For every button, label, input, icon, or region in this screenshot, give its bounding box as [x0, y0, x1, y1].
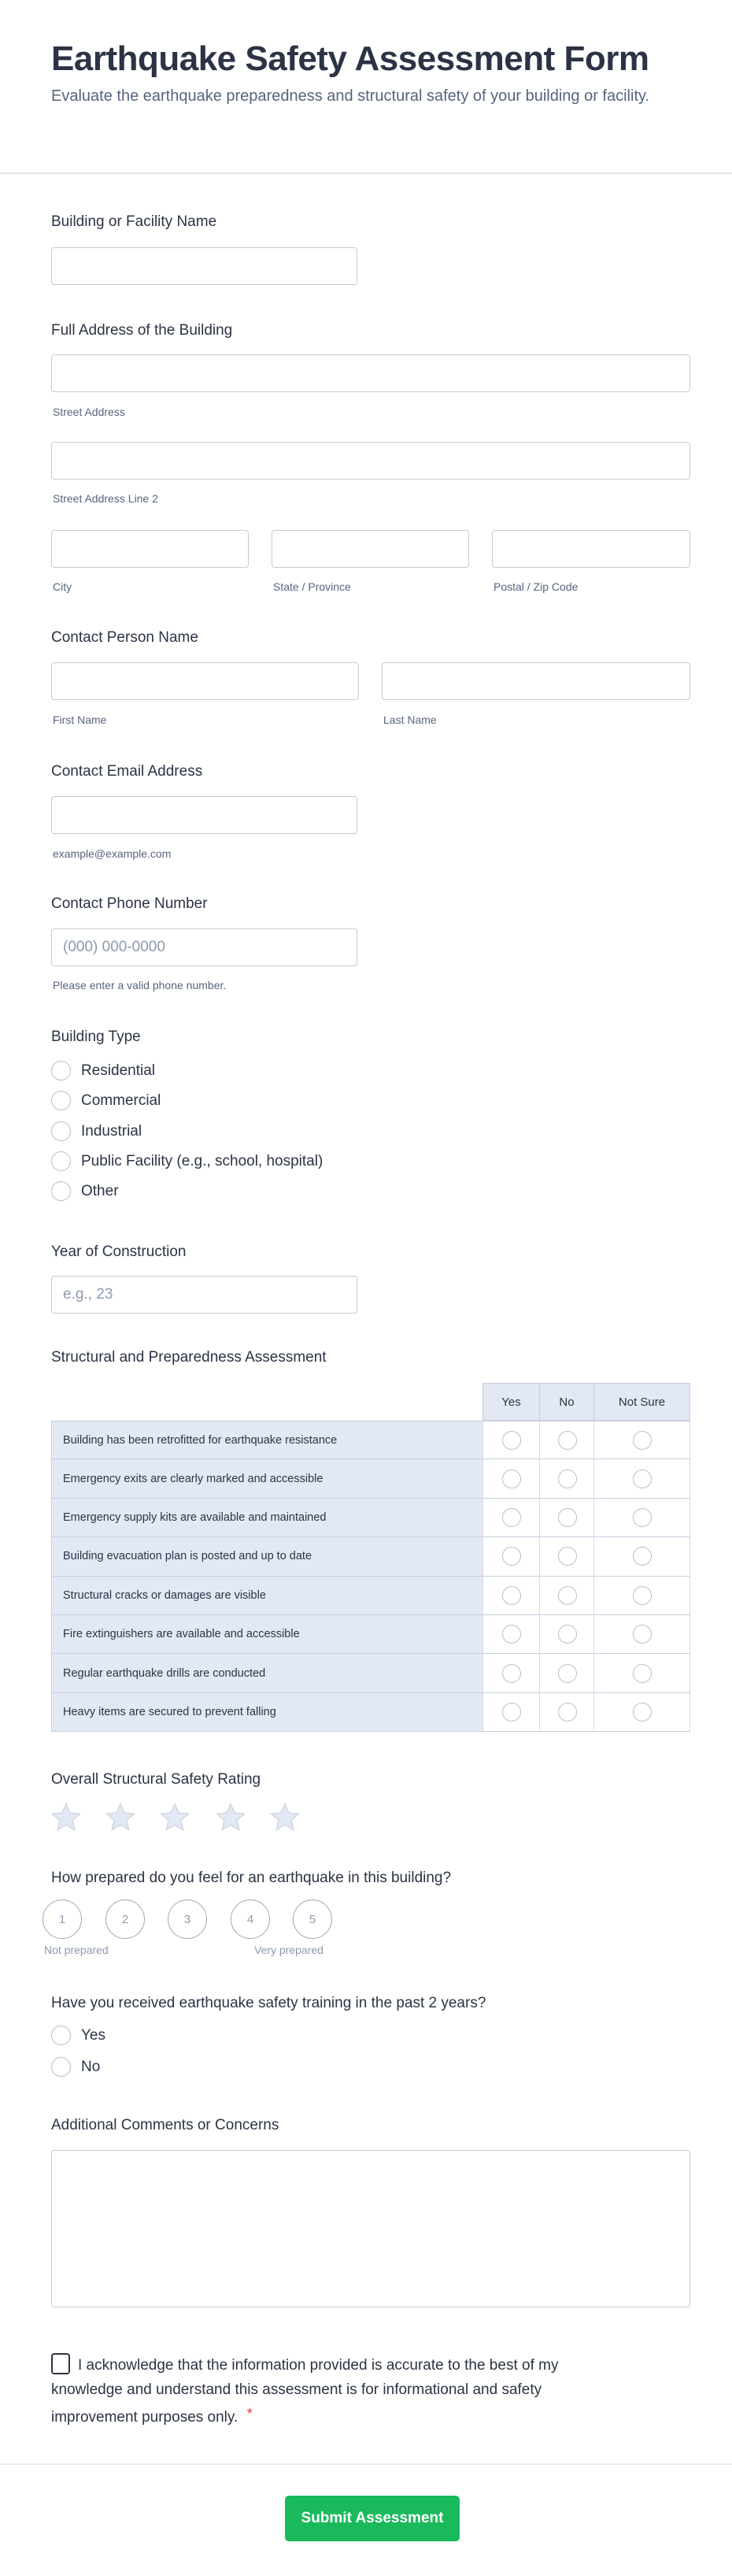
matrix-row-label: Heavy items are secured to prevent falling — [51, 1693, 482, 1731]
city-input[interactable] — [51, 530, 249, 568]
radio-circle[interactable] — [51, 1061, 71, 1080]
option-label: Commercial — [81, 1092, 161, 1109]
matrix-col-yes: Yes — [482, 1383, 540, 1421]
matrix-col-no: No — [539, 1383, 594, 1421]
option-label: Residential — [81, 1062, 155, 1079]
matrix-cell — [593, 1421, 690, 1458]
matrix-row — [51, 1459, 690, 1498]
zip-input[interactable] — [492, 530, 690, 568]
matrix-row-label: Emergency exits are clearly marked and accessible — [51, 1459, 482, 1497]
radio-circle[interactable] — [51, 2026, 71, 2045]
state-sublabel: State / Province — [273, 580, 351, 593]
radio-circle[interactable] — [51, 1181, 71, 1201]
matrix-cell — [482, 1615, 540, 1653]
rating-label: Overall Structural Safety Rating — [51, 1771, 261, 1788]
phone-sublabel: Please enter a valid phone number. — [53, 979, 227, 991]
page-subtitle: Evaluate the earthquake preparedness and structural safety of your building or facility. — [51, 87, 650, 105]
matrix-cell — [482, 1654, 540, 1692]
training-label: Have you received earthquake safety training in the past 2 years? — [51, 1995, 486, 2011]
matrix-radio-yes[interactable] — [502, 1703, 521, 1722]
matrix-cell — [539, 1577, 594, 1614]
matrix-cell — [482, 1459, 540, 1497]
matrix-row-label: Emergency supply kits are available and maintained — [51, 1499, 482, 1536]
matrix-radio-not-sure[interactable] — [633, 1625, 652, 1644]
submit-button[interactable]: Submit Assessment — [285, 2496, 460, 2541]
phone-label: Contact Phone Number — [51, 895, 208, 912]
matrix-radio-yes[interactable] — [502, 1664, 521, 1683]
matrix-row-label: Building evacuation plan is posted and up to date — [51, 1537, 482, 1575]
matrix-cell — [482, 1537, 540, 1575]
matrix-row-label: Building has been retrofitted for earthquake resistance — [51, 1421, 482, 1458]
last-name-sublabel: Last Name — [383, 713, 437, 726]
matrix-radio-not-sure[interactable] — [633, 1664, 652, 1683]
matrix-radio-no[interactable] — [558, 1625, 577, 1644]
building-type-label: Building Type — [51, 1029, 141, 1045]
matrix-cell — [539, 1615, 594, 1653]
scale-option-2[interactable]: 2 — [105, 1900, 145, 1939]
matrix-row — [51, 1537, 690, 1576]
matrix-cell — [593, 1693, 690, 1731]
matrix-cell — [593, 1654, 690, 1692]
radio-circle[interactable] — [51, 2057, 71, 2077]
matrix-row — [51, 1693, 690, 1732]
state-input[interactable] — [272, 530, 469, 568]
building-type-option-public[interactable] — [51, 1151, 323, 1171]
option-label: No — [81, 2058, 101, 2075]
matrix-radio-not-sure[interactable] — [633, 1703, 652, 1722]
matrix-cell — [482, 1499, 540, 1536]
email-label: Contact Email Address — [51, 763, 203, 780]
contact-name-label: Contact Person Name — [51, 629, 198, 646]
building-type-option-other[interactable] — [51, 1181, 119, 1201]
option-label: Industrial — [81, 1122, 142, 1140]
matrix-radio-not-sure[interactable] — [633, 1508, 652, 1527]
option-label: Yes — [81, 2026, 105, 2044]
email-input[interactable] — [51, 796, 357, 834]
matrix-cell — [593, 1615, 690, 1653]
matrix-cell — [593, 1499, 690, 1536]
city-sublabel: City — [53, 580, 72, 593]
matrix-label: Structural and Preparedness Assessment — [51, 1349, 327, 1366]
building-name-input[interactable] — [51, 247, 357, 285]
matrix-row — [51, 1421, 690, 1459]
zip-sublabel: Postal / Zip Code — [494, 580, 579, 593]
scale-high-label: Very prepared — [254, 1944, 323, 1956]
matrix-radio-yes[interactable] — [502, 1586, 521, 1605]
matrix-cell — [539, 1421, 594, 1458]
scale-option-4[interactable]: 4 — [231, 1900, 270, 1939]
preparedness-label: How prepared do you feel for an earthquake in this building? — [51, 1870, 452, 1886]
comments-label: Additional Comments or Concerns — [51, 2117, 279, 2133]
matrix-radio-no[interactable] — [558, 1703, 577, 1722]
street-address-2-sublabel: Street Address Line 2 — [53, 492, 158, 505]
matrix-radio-no[interactable] — [558, 1470, 577, 1488]
page-title: Earthquake Safety Assessment Form — [51, 39, 649, 78]
matrix-cell — [593, 1577, 690, 1614]
matrix-radio-yes[interactable] — [502, 1547, 521, 1566]
matrix-radio-no[interactable] — [558, 1508, 577, 1527]
matrix-cell — [539, 1459, 594, 1497]
matrix-radio-yes[interactable] — [502, 1508, 521, 1527]
matrix-radio-yes[interactable] — [502, 1625, 521, 1644]
option-label: Other — [81, 1182, 119, 1199]
scale-low-label: Not prepared — [44, 1944, 109, 1956]
street-address-sublabel: Street Address — [53, 406, 125, 418]
first-name-input[interactable] — [51, 662, 359, 700]
building-type-option-industrial[interactable] — [51, 1121, 142, 1141]
matrix-radio-yes[interactable] — [502, 1470, 521, 1488]
scale-option-1[interactable]: 1 — [43, 1900, 82, 1939]
matrix-row-label: Structural cracks or damages are visible — [51, 1577, 482, 1614]
option-label: Public Facility (e.g., school, hospital) — [81, 1152, 323, 1169]
scale-option-3[interactable]: 3 — [168, 1900, 207, 1939]
matrix-cell — [482, 1421, 540, 1458]
matrix-cell — [482, 1577, 540, 1614]
matrix-radio-no[interactable] — [558, 1547, 577, 1566]
year-input[interactable] — [51, 1276, 357, 1314]
matrix-radio-yes[interactable] — [502, 1431, 521, 1450]
matrix-cell — [539, 1654, 594, 1692]
street-address-2-input[interactable] — [51, 442, 690, 480]
matrix-radio-no[interactable] — [558, 1431, 577, 1450]
matrix-cell — [539, 1537, 594, 1575]
year-label: Year of Construction — [51, 1244, 187, 1260]
matrix-cell — [539, 1499, 594, 1536]
acknowledge-field — [51, 2353, 602, 2430]
email-sublabel: example@example.com — [53, 847, 172, 860]
matrix-radio-no[interactable] — [558, 1664, 577, 1683]
matrix-row — [51, 1615, 690, 1654]
first-name-sublabel: First Name — [53, 713, 107, 726]
matrix-radio-no[interactable] — [558, 1586, 577, 1605]
training-option-no[interactable] — [51, 2057, 100, 2077]
header-divider — [0, 172, 732, 174]
matrix-radio-not-sure[interactable] — [633, 1470, 652, 1488]
last-name-input[interactable] — [382, 662, 690, 700]
phone-input[interactable] — [51, 928, 357, 966]
acknowledge-text: I acknowledge that the information provided is accurate to the best of my knowledge and understand this assessment is for informational and safety improvement purposes only. — [51, 2357, 559, 2426]
required-mark: * — [246, 2406, 253, 2422]
matrix-row-label: Fire extinguishers are available and accessible — [51, 1615, 482, 1653]
scale-option-5[interactable]: 5 — [293, 1900, 332, 1939]
matrix-radio-not-sure[interactable] — [633, 1547, 652, 1566]
footer-divider — [0, 2463, 732, 2465]
building-type-option-commercial[interactable] — [51, 1091, 161, 1110]
building-name-label: Building or Facility Name — [51, 213, 217, 230]
matrix-radio-not-sure[interactable] — [633, 1586, 652, 1605]
matrix-cell — [593, 1537, 690, 1575]
training-option-yes[interactable] — [51, 2026, 105, 2045]
radio-circle[interactable] — [51, 1151, 71, 1171]
matrix-row-label: Regular earthquake drills are conducted — [51, 1654, 482, 1692]
star-icon[interactable] — [50, 1801, 83, 1834]
matrix-row — [51, 1577, 690, 1615]
star-icon[interactable] — [214, 1801, 247, 1834]
star-icon[interactable] — [104, 1801, 137, 1834]
comments-textarea[interactable] — [51, 2150, 690, 2307]
matrix-row — [51, 1499, 690, 1537]
radio-circle[interactable] — [51, 1091, 71, 1110]
matrix-row — [51, 1654, 690, 1692]
acknowledge-checkbox[interactable] — [51, 2353, 70, 2374]
street-address-input[interactable] — [51, 354, 690, 392]
building-type-option-residential[interactable] — [51, 1061, 155, 1080]
matrix-cell — [482, 1693, 540, 1731]
matrix-cell — [593, 1459, 690, 1497]
matrix-col-not-sure: Not Sure — [593, 1383, 690, 1421]
star-icon[interactable] — [268, 1801, 301, 1834]
matrix-cell — [539, 1693, 594, 1731]
matrix-radio-not-sure[interactable] — [633, 1431, 652, 1450]
address-label: Full Address of the Building — [51, 322, 233, 339]
star-icon[interactable] — [158, 1801, 191, 1834]
radio-circle[interactable] — [51, 1121, 71, 1141]
